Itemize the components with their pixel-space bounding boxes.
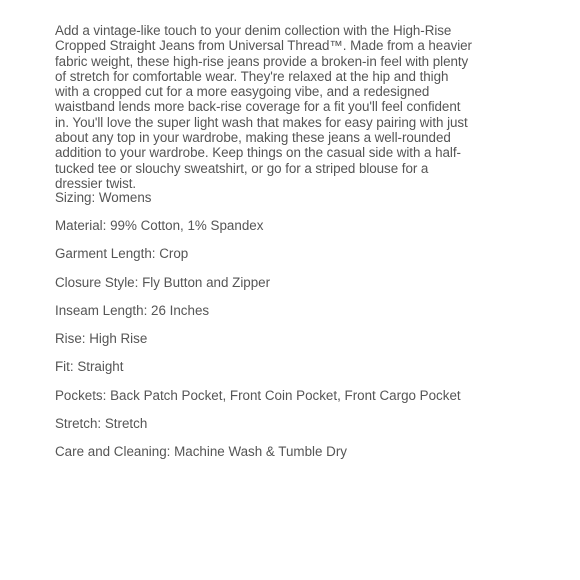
spec-sizing: Sizing: Womens	[55, 190, 152, 205]
spec-closure-style: Closure Style: Fly Button and Zipper	[55, 275, 271, 290]
spec-rise: Rise: High Rise	[55, 331, 148, 346]
spec-material: Material: 99% Cotton, 1% Spandex	[55, 218, 264, 233]
spec-fit: Fit: Straight	[55, 359, 124, 374]
spec-garment-length: Garment Length: Crop	[55, 246, 189, 261]
spec-care-and-cleaning: Care and Cleaning: Machine Wash & Tumble Dry	[55, 444, 347, 459]
product-details	[55, 23, 475, 459]
spec-pockets: Pockets: Back Patch Pocket, Front Coin Pocket, Front Cargo Pocket	[55, 388, 461, 403]
spec-inseam-length: Inseam Length: 26 Inches	[55, 303, 210, 318]
spec-stretch: Stretch: Stretch	[55, 416, 148, 431]
product-description: Add a vintage-like touch to your denim collection with the High-Rise Cropped Straight Jeans from Universal Thread™. Made from a heavier fabric weight, these high-rise jeans provide a broken-in feel with plenty of stretch for comfortable wear. They're relaxed at the hip and thigh with a cropped cut for a more easygoing vibe, and a redesigned waistband lends more back-rise coverage for a fit you'll feel confident in. You'll love the super light wash that makes for easy pairing with just about any top in your wardrobe, making these jeans a well-rounded addition to your wardrobe. Keep things on the casual side with a half-tucked tee or slouchy sweatshirt, or go for a striped blouse for a dressier twist.	[55, 23, 472, 191]
